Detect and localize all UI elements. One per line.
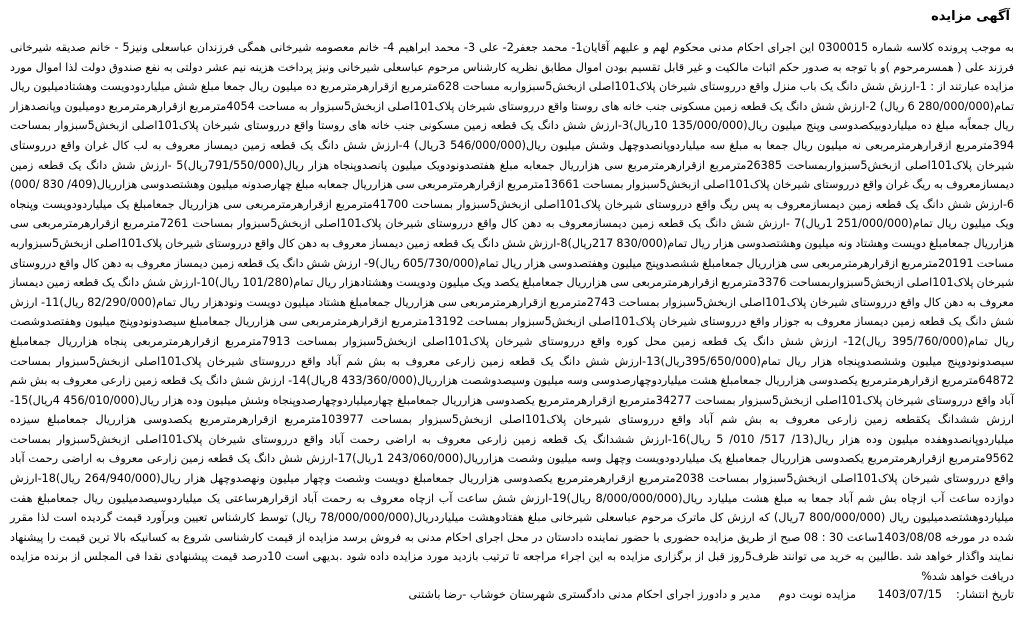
auction-round: مزایده نوبت دوم <box>778 587 856 601</box>
notice-body: به موجب پرونده کلاسه شماره 0300015 این اجرای احکام مدنی محکوم لهم و علیهم آقایان1- محمد جعفر2- علی 3- محمد ابراهیم 4- خانم معصومه شیرخانی همگی فرزندان عباسعلی ونیز5 - خانم صدیقه شیرخانی فرزند علی ( همسرمرحوم )و با توجه به صدور حکم اثبات مالکیت و غیر قابل تقسیم بودن اموال مطابق نظریه کارشناس مرحوم عباسعلی شیرخانی ونیز پرداخت هزینه نیم عشر دولتی به نفع صندوق دولت لذا اموال مورد مزایده عبارتند از : 1-ارزش شش دانگ یک باب منزل واقع درروستای شیرخان پلاک101اصلی ازبخش5سبزواربه مساحت 628مترمربع ازقرارهرمترمربع ده میلیون ریال جمعا مبلغ شش میلیاردودویست وهشتادمیلیون ریال تمام(280/000/000 6 ریال) 2-ارزش شش دانگ یک قطعه زمین مسکونی جنب خانه های روستا واقع درروستای شیرخان پلاک101اصلی ازبخش5سبزوار به مساحت 4054مترمربع ازقرارهرمترمربع دومیلیون وپانصدهزار ریال جمعاًبه مبلغ ده میلیاردوبیکصدوسی وپنج میلیون ریال(135/000/000 10ریال)3-ارزش شش دانگ یک قطعه زمین مسکونی جنب خانه های روستا واقع درروستای شیرخان پلاک101اصلی ازبخش5سبزوار بمساحت 394مترمربع ازقرارهرمترمربعی نه میلیون ریال جمعا به مبلغ سه میلیاردوپانصدوچهل وشش میلیون ریال(546/000/000 3ریال) 4-ارزش شش دانگ یک قطعه زمین دیمساز معروف به لب کال غران واقع درروستای شیرخان پلاک101اصلی ازبخش5سبزواربمساحت 26385مترمربع ازقرارهرمترمربع سی هزارریال جمعابه مبلغ هفتصدونودویک میلیون پانصدوپنجاه هزار ریال(791/550/000ریال)5 -ارزش شش دانگ یک قطعه زمین دیمسازمعروف به ریگ غران واقع درروستای شیرخان پلاک101اصلی ازبخش5سبزوار بمساحت 13661مترمربع ازقرارهرمترمربعی سی هزارریال جمعابه مبلغ چهارصدونه میلیون وهشتصدوسی هزارریال(409/ 830 /000) 6-ارزش شش دانگ یک قطعه زمین دیمسازمعروف به پس ریگ واقع درروستای شیرخان پلاک101اصلی ازبخش5سبزوار بمساحت 41700مترمربع ازقرارهرمترمربعی سی هزارریال جمعامبلغ یک میلیاردودویست وپنجاه ویک میلیون ریال تمام(251/000/000 1ریال)7 -ارزش شش دانگ یک قطعه زمین دیمسازمعروف به دهن کال واقع درروستای شیرخان پلاک101اصلی ازبخش5سبزوار بمساحت 7261مترمربع ازقرارهرمترمربعی سی هزارریال جمعامبلغ دویست وهشتاد ونه میلیون وهشتصدوسی هزار ریال تمام(830/000 217ریال)8-ارزش شش دانگ یک قطعه زمین دیمساز معروف به دهن کال واقع درروستای شیرخان پلاک101اصلی ازبخش5سبزواربه مساحت 20191مترمربع ازقرارهرمترمربعی سی هزارریال جمعامبلغ ششصدوپنج میلیون وهفتصدوسی هزار ریال تمام(605/730/000 ریال)9- ارزش شش دانگ یک قطعه زمین دیمساز معروف به دهن کال واقع درروستای شیرخان پلاک101اصلی ازبخش5سبزواربمساحت 3376مترمربع ازقرارهرمترمربعی سی هزارریال جمعامبلغ یکصد ویک میلیون ودویست وهشتادهزار ریال تمام(101/280 ریال)10-ارزش شش دانگ یک قطعه زمین دیمساز معروف به دهن کال واقع درروستای شیرخان پلاک101اصلی ازبخش5سبزوار بمساحت 2743مترمربع ازقرارهرمترمربعی سی هزارریال جمعامبلغ هشتاد میلیون دویست ونودهزار ریال تمام(82/290/000 ریال)11- ارزش شش دانگ یک قطعه زمین دیمساز معروف به جوزار واقع درروستای شیرخان پلاک101اصلی ازبخش5سبزوار بمساحت 13192مترمربع ازقرارهرمترمربعی سی هزارریال جمعامبلغ سیصدونودوپنج میلیون وهفتصدوشصت ریال تمام(395/760/000 ریال)12- ارزش شش دانگ یک قطعه زمین محل کوره واقع درروستای شیرخان پلاک101اصلی ازبخش5سبزوار بمساحت 7913مترمربع ازقرارهرمترمربعی پنجاه هزارریال جمعامبلغ سیصدونودوپنج میلیون وششصدوپنجاه هزار ریال تمام(395/650/000ریال)13-ارزش شش دانگ یک قطعه زمین زارعی معروف به بش شم آباد واقع درروستای شیرخان پلاک101اصلی ازبخش5سبزوار بمساحت 64872مترمربع ازقرارهرمترمربع یکصدوسی هزارریال جمعامبلغ هشت میلیاردوچهارصدوسی وسه میلیون وسیصدوشصت هزارریال(433/360/000 8ریال)14- ارزش شش دانگ یک قطعه زمین زارعی معروف به بش شم آباد واقع درروستای شیرخان پلاک101اصلی ازبخش5سبزوار بمساحت 34277مترمربع ازقرارهرمترمربع یکصدوسی هزارریال جمعامبلغ چهارمیلیاردوچهارصدوپنجاه وشش میلیون وده هزار ریال(456/010/000 4ریال)15-ارزش ششدانگ یکقطعه زمین زارعی معروف به بش شم آباد واقع درروستای شیرخان پلاک101اصلی ازبخش5سبزوار بمساحت 103977مترمربع ازقرارهرمترمربع یکصدوسی هزارریال جمعامبلغ سیزده میلیاردوپانصدوهفده میلیون وده هزار ریال(13/ 517/ 010/ 5 ریال)16-ارزش ششدانگ یک قطعه زمین زارعی معروف به اراضی رحمت آباد واقع درروستای شیرخان پلاک101اصلی ازبخش5سبزوار بمساحت 9562مترمربع ازقرارهرمترمربع یکصدوسی هزارریال جمعامبلغ یک میلیاردودویست وچهل وسه میلیون وشصت هزارریال(243/060/000 1ریال)17-ارزش شش دانگ یک قطعه زمین زارعی معروف به اراضی رحمت آباد واقع درروستای شیرخان پلاک101اصلی ازبخش5سبزوار بمساحت 2038مترمربع ازقرارهرمترمربع یکصدوسی هزارریال جمعامبلغ دویست وشصت وچهار میلیون ونهصدوچهل هزار ریال(264/940/000 ریال)18-ارزش دوازده ساعت آب ازچاه بش شم آباد جمعا به مبلغ هشت میلیارد ریال(8/000/000/000 ریال)19-ارزش شش ساعت آب ازچاه معروف به رحمت آباد ازقرارهرساعتی یک میلیاردوسیصدمیلیون ریال جمعامبلغ هفت میلیاردوهشتصدمیلیون ریال (800/000/000 7ریال) که ارزش کل ماترک مرحوم عباسعلی شیرخانی مبلغ هفتادوهشت میلیاردریال(78/000/000/000 ریال) توسط کارشناس تعیین وبرآورد قیمت گردیده است لذا مقرر شده در مورخه 1403/08/08ساعت 30 : 08 صبح از طریق مزایده حضوری با حضور نماینده دادستان در محل اجرای احکام مدنی به فروش برسد مزایده از قیمت کارشناسی شروع به کسانیکه بالا ترین قیمت را پیشنهاد نمایند واگذار خواهد شد .طالبین به خرید می توانند ظرف5روز قبل از برگزاری مزایده به این اجراء مراجعه تا ترتیب بازدید مورد مزایده داده شود .بدیهی است 10درصد قیمت پیشنهادی نقدا فی المجلس از برنده مزایده دریافت خواهد شد% <box>10 41 1015 584</box>
publish-date: 1403/07/15 <box>877 587 943 601</box>
publish-date-label: تاریخ انتشار: <box>956 587 1014 601</box>
notice-footer <box>10 585 1014 604</box>
signer: مدیر و دادورز اجرای احکام مدنی دادگستری شهرستان خوشاب -رضا باشتنی <box>408 587 761 601</box>
notice-title: آگهی مزایده <box>931 9 1010 24</box>
